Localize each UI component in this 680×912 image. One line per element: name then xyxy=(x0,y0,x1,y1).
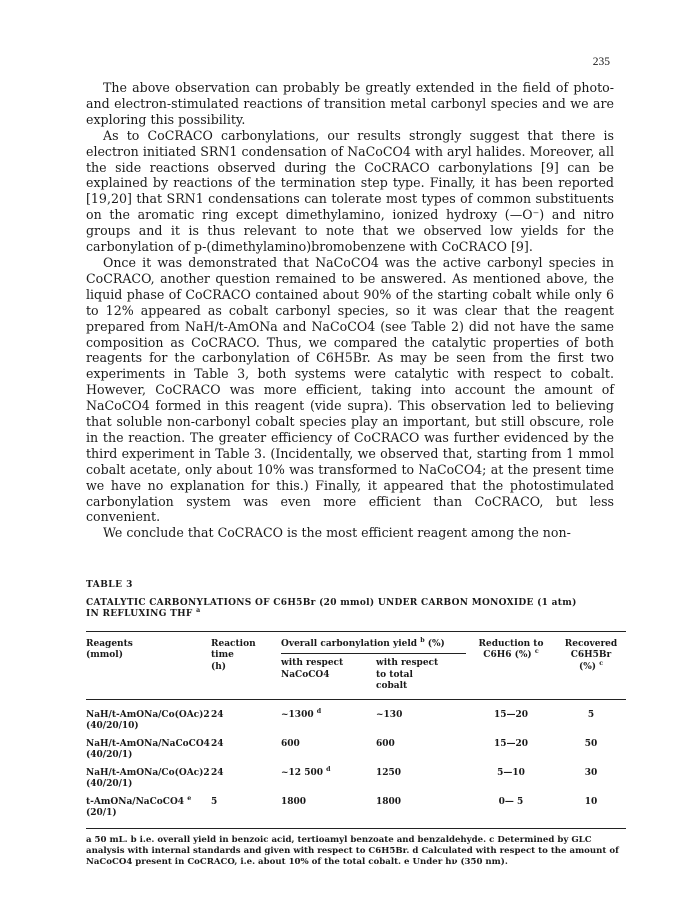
cell-yield-naco: 1800 xyxy=(281,791,376,829)
paragraph: As to CoCRACO carbonylations, our results strongly suggest that there is electron initiated SRN1 condensation of NaCoCO4 with aryl halides. Moreover, all the side reactions observed during the CoCRACO carbonylations [9] can be explained by reactions of the termination step type. Finally, it has been reported [19,20] that SRN1 condensations can tolerate most types of common substituents on the aromatic ring except dimethylamino, ionized hydroxy (—O⁻) and nitro groups and it is thus relevant to note that we observed low yields for the carbonylation of p-(dimethylamino)bromobenzene with CoCRACO [9]. xyxy=(86,127,614,255)
table-footnotes: a 50 mL. b i.e. overall yield in benzoic acid, tertioamyl benzoate and benzaldehyde. c Determined by GLC analysis with internal standards and given with respect to C6H5Br. d Calculated with respect to the amount of NaCoCO4 present in CoCRACO, i.e. about 10% of the total cobalt. e Under hν (350 nm). xyxy=(86,834,619,867)
cell-time: 24 xyxy=(211,738,224,749)
table-3 xyxy=(86,580,626,868)
body-text xyxy=(86,80,614,541)
cell-reagents: NaH/t-AmONa/NaCoCO4 (40/20/1) xyxy=(86,738,210,760)
table-caption xyxy=(86,598,626,621)
cell-reagents: NaH/t-AmONa/Co(OAc)2 (40/20/1) xyxy=(86,767,210,789)
table-row xyxy=(86,733,626,762)
cell-reduction: 15—20 xyxy=(493,738,529,749)
cell-reduction: 15—20 xyxy=(493,709,529,720)
header-reagents: Reagents (mmol) xyxy=(86,631,211,693)
cell-reagents: t-AmONa/NaCoCO4 $^e$ (20/1) xyxy=(86,791,211,829)
table-row xyxy=(86,791,626,829)
table-row xyxy=(86,699,626,733)
cell-yield-cobalt: 1800 xyxy=(376,791,466,829)
cell-yield-cobalt: 1250 xyxy=(376,767,402,778)
table-row xyxy=(86,762,626,791)
cell-yield-naco: ~12 500 $^d$ xyxy=(281,765,331,778)
cell-time: 24 xyxy=(211,709,224,720)
cell-reagents: NaH/t-AmONa/Co(OAc)2 (40/20/10) xyxy=(86,709,210,731)
cell-recovered: 30 xyxy=(584,767,598,778)
cell-recovered: 50 xyxy=(584,738,598,749)
data-table xyxy=(86,631,626,829)
paragraph: The above observation can probably be greatly extended in the field of photo- and electron-stimulated reactions of transition metal carbonyl species and we are exploring this possibility. xyxy=(86,80,614,127)
header-reduction: Reduction to C6H6 (%) $^c$ xyxy=(466,631,556,693)
header-yield-naco: with respect NaCoCO4 xyxy=(281,658,344,680)
header-recovered: Recovered C6H5Br (%) $^c$ xyxy=(556,631,626,693)
table-label: TABLE 3 xyxy=(86,580,133,590)
cell-reduction: 5—10 xyxy=(497,767,525,778)
header-yield: Overall carbonylation yield $^b$ (%) with respect NaCoCO4 with respect to total cobalt xyxy=(281,631,466,693)
cell-yield-cobalt: ~130 xyxy=(376,709,403,720)
paragraph: We conclude that CoCRACO is the most efficient reagent among the non- xyxy=(103,525,571,541)
cell-reduction: 0— 5 xyxy=(466,791,556,829)
cell-yield-naco: 600 xyxy=(281,738,300,749)
header-time: Reaction time (h) xyxy=(211,631,281,693)
paragraph: Once it was demonstrated that NaCoCO4 was the active carbonyl species in CoCRACO, another question remained to be answered. As mentioned above, the liquid phase of CoCRACO contained about 90% of the starting cobalt while only 6 to 12% appeared as cobalt carbonyl species, so it was clear that the reagent prepared from NaH/t-AmONa and NaCoCO4 (see Table 2) did not have the same composition as CoCRACO. Thus, we compared the catalytic properties of both reagents for the carbonylation of C6H5Br. As may be seen from the first two experiments in Table 3, both systems were catalytic with respect to cobalt. However, CoCRACO was more efficient, taking into account the amount of NaCoCO4 formed in this reagent (vide supra). This observation led to believing that soluble non-carbonyl cobalt species play an important, but still obscure, role in the reaction. The greater efficiency of CoCRACO was further evidenced by the third experiment in Table 3. (Incidentally, we observed that, starting from 1 mmol cobalt acetate, only about 10% was transformed to NaCoCO4; at the present time we have no explanation for this.) Finally, it appeared that the photostimulated carbonylation system was even more efficient than CoCRACO, but less convenient. xyxy=(86,254,614,525)
cell-recovered: 5 xyxy=(587,709,595,720)
caption-line-2: IN REFLUXING THF xyxy=(86,609,193,619)
page-number: 235 xyxy=(592,56,610,68)
header-yield-cobalt: with respect to total cobalt xyxy=(376,658,439,691)
cell-time: 5 xyxy=(211,791,281,829)
cell-yield-cobalt: 600 xyxy=(376,738,395,749)
caption-footnote-mark: a xyxy=(196,607,201,614)
cell-time: 24 xyxy=(211,767,224,778)
cell-recovered: 10 xyxy=(556,791,626,829)
cell-yield-naco: ~1300 $^d$ xyxy=(281,707,322,720)
caption-line-1: CATALYTIC CARBONYLATIONS OF C6H5Br (20 mmol) UNDER CARBON MONOXIDE (1 atm) xyxy=(86,597,577,608)
